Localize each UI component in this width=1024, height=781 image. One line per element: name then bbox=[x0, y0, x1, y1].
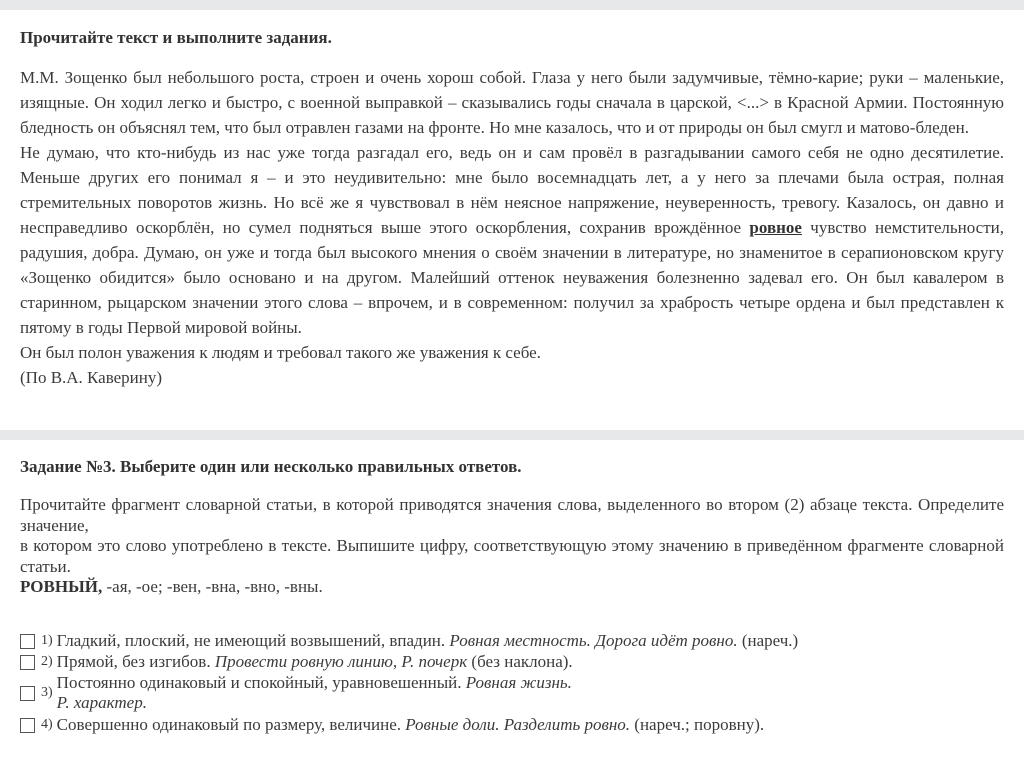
source-attribution: (По В.А. Каверину) bbox=[20, 368, 163, 387]
option-4-text bbox=[57, 715, 764, 735]
headword: РОВНЫЙ, bbox=[20, 577, 103, 596]
reading-text bbox=[20, 65, 1004, 390]
option-1-text bbox=[57, 631, 799, 651]
paragraph-3: Он был полон уважения к людям и требовал такого же уважения к себе. bbox=[20, 343, 541, 362]
task-instructions bbox=[20, 495, 1004, 598]
option-1-note: (нареч.) bbox=[737, 631, 799, 650]
paragraph-2-before: Не думаю, что кто-нибудь из нас уже тогда разгадал его, ведь он и сам провёл в разгадывании самого себя не одно десятилетие. Меньше других его понимал я – и это неудивительно: мне было восемнадцать лет, а у него за плечами была острая, полная стремительных поворотов жизнь. Но всё же я чувствовал в нём неясное напряжение, неуверенность, тревогу. Казалось, он давно и несправедливо оскорблён, но сумел подняться выше этого оскорбления, сохранив врождённое bbox=[20, 143, 1004, 237]
option-2[interactable] bbox=[20, 652, 980, 672]
option-1-definition: Гладкий, плоский, не имеющий возвышений, впадин. bbox=[56, 631, 450, 650]
highlighted-word: ровное bbox=[749, 218, 802, 237]
option-3-text bbox=[57, 673, 572, 713]
instruction-line-2: в котором это слово употреблено в тексте. Выпишите цифру, соответствующую этому значению в приведённом фрагменте словарной статьи. bbox=[20, 536, 1004, 576]
option-4[interactable] bbox=[20, 715, 980, 735]
option-2-number: 2) bbox=[41, 654, 53, 669]
paragraph-2 bbox=[20, 140, 1004, 340]
option-2-separator: , bbox=[392, 652, 402, 671]
reading-heading bbox=[20, 28, 1004, 48]
instruction-line-1: Прочитайте фрагмент словарной статьи, в которой приводятся значения слова, выделенного во втором (2) абзаце текста. Определите значение, bbox=[20, 495, 1004, 535]
option-3-example-2: Р. характер. bbox=[56, 693, 147, 712]
option-3-example: Ровная жизнь. bbox=[465, 673, 572, 692]
task-heading-text: Задание №3. Выберите один или несколько правильных ответов. bbox=[20, 457, 522, 476]
top-separator bbox=[0, 0, 1024, 10]
option-2-definition: Прямой, без изгибов. bbox=[56, 652, 215, 671]
option-4-example: Ровные доли. Разделить ровно. bbox=[405, 715, 631, 734]
headword-forms: -ая, -ое; -вен, -вна, -вно, -вны. bbox=[102, 577, 323, 596]
option-4-checkbox[interactable] bbox=[20, 718, 35, 733]
option-1-example: Ровная местность. Дорога идёт ровно. bbox=[449, 631, 738, 650]
option-1[interactable] bbox=[20, 631, 980, 651]
reading-heading-text: Прочитайте текст и выполните задания. bbox=[20, 28, 332, 47]
dictionary-entry-head bbox=[20, 577, 1004, 598]
option-3-number: 3) bbox=[41, 685, 53, 700]
option-3-checkbox[interactable] bbox=[20, 686, 35, 701]
option-1-checkbox[interactable] bbox=[20, 634, 35, 649]
option-3-definition: Постоянно одинаковый и спокойный, уравновешенный. bbox=[56, 673, 466, 692]
section-separator bbox=[0, 430, 1024, 440]
task-heading bbox=[20, 457, 1004, 477]
option-2-checkbox[interactable] bbox=[20, 655, 35, 670]
option-4-note: (нареч.; поровну). bbox=[630, 715, 765, 734]
option-2-example-2: Р. почерк bbox=[401, 652, 468, 671]
option-3[interactable] bbox=[20, 673, 980, 713]
option-4-definition: Совершенно одинаковый по размеру, величине. bbox=[56, 715, 406, 734]
option-2-text bbox=[57, 652, 573, 672]
option-2-note: (без наклона). bbox=[467, 652, 573, 671]
option-4-number: 4) bbox=[41, 717, 53, 732]
option-2-example: Провести ровную линию bbox=[214, 652, 393, 671]
paragraph-2-after: чувство немстительности, радушия, добра. Думаю, он уже и тогда был высокого мнения о своём значении в литературе, но знаменитое в серапионовском кругу «Зощенко обидится» было основано и на другом. Малейший оттенок неуважения болезненно задевал его. Он был кавалером в старинном, рыцарском значении этого слова – впрочем, и в современном: получил за храбрость четыре ордена и был представлен к пятому в годы Первой мировой войны. bbox=[20, 218, 1004, 337]
paragraph-1: М.М. Зощенко был небольшого роста, строен и очень хорош собой. Глаза у него были задумчивые, тёмно-карие; руки – маленькие, изящные. Он ходил легко и быстро, с военной выправкой – сказывались годы сначала в царской, <...> в Красной Армии. Постоянную бледность он объяснял тем, что был отравлен газами на фронте. Но мне казалось, что и от природы он был смугл и матово-бледен. bbox=[20, 68, 1004, 137]
option-1-number: 1) bbox=[41, 633, 53, 648]
